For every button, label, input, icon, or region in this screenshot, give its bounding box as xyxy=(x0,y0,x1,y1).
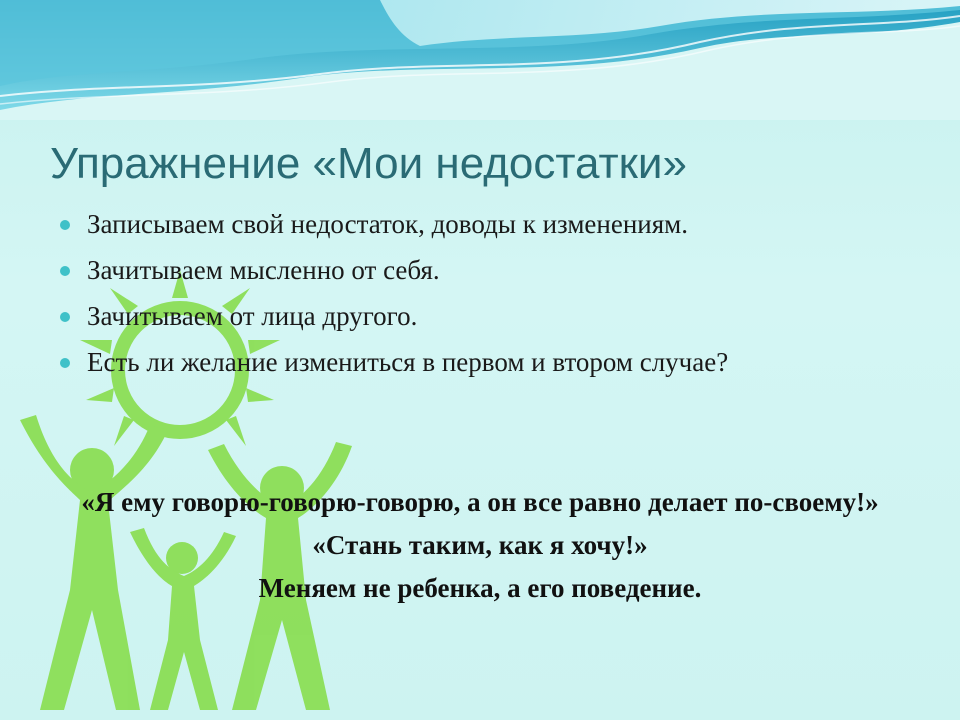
bullet-item xyxy=(60,300,900,332)
quote-line: «Я ему говорю-говорю-говорю, а он все равно делает по-своему!» xyxy=(81,487,879,517)
quote-line: Меняем не ребенка, а его поведение. xyxy=(258,573,702,603)
bullet-list xyxy=(60,208,900,392)
bullet-text: Зачитываем мысленно от себя. xyxy=(87,255,440,285)
bullet-dot-icon xyxy=(60,266,70,276)
quote-line: «Стань таким, как я хочу!» xyxy=(312,530,648,560)
bullet-item xyxy=(60,254,900,286)
slide-title: Упражнение «Мои недостатки» xyxy=(50,139,687,188)
bullet-dot-icon xyxy=(60,220,70,230)
bullet-text: Записываем свой недостаток, доводы к изменениям. xyxy=(87,209,688,239)
quote-block xyxy=(80,484,880,607)
bullet-text: Зачитываем от лица другого. xyxy=(87,301,418,331)
wave-header-decoration xyxy=(0,0,960,120)
bullet-dot-icon xyxy=(60,358,70,368)
bullet-text: Есть ли желание измениться в первом и втором случае? xyxy=(87,347,729,377)
bullet-item xyxy=(60,346,900,378)
bullet-item xyxy=(60,208,900,240)
bullet-dot-icon xyxy=(60,312,70,322)
